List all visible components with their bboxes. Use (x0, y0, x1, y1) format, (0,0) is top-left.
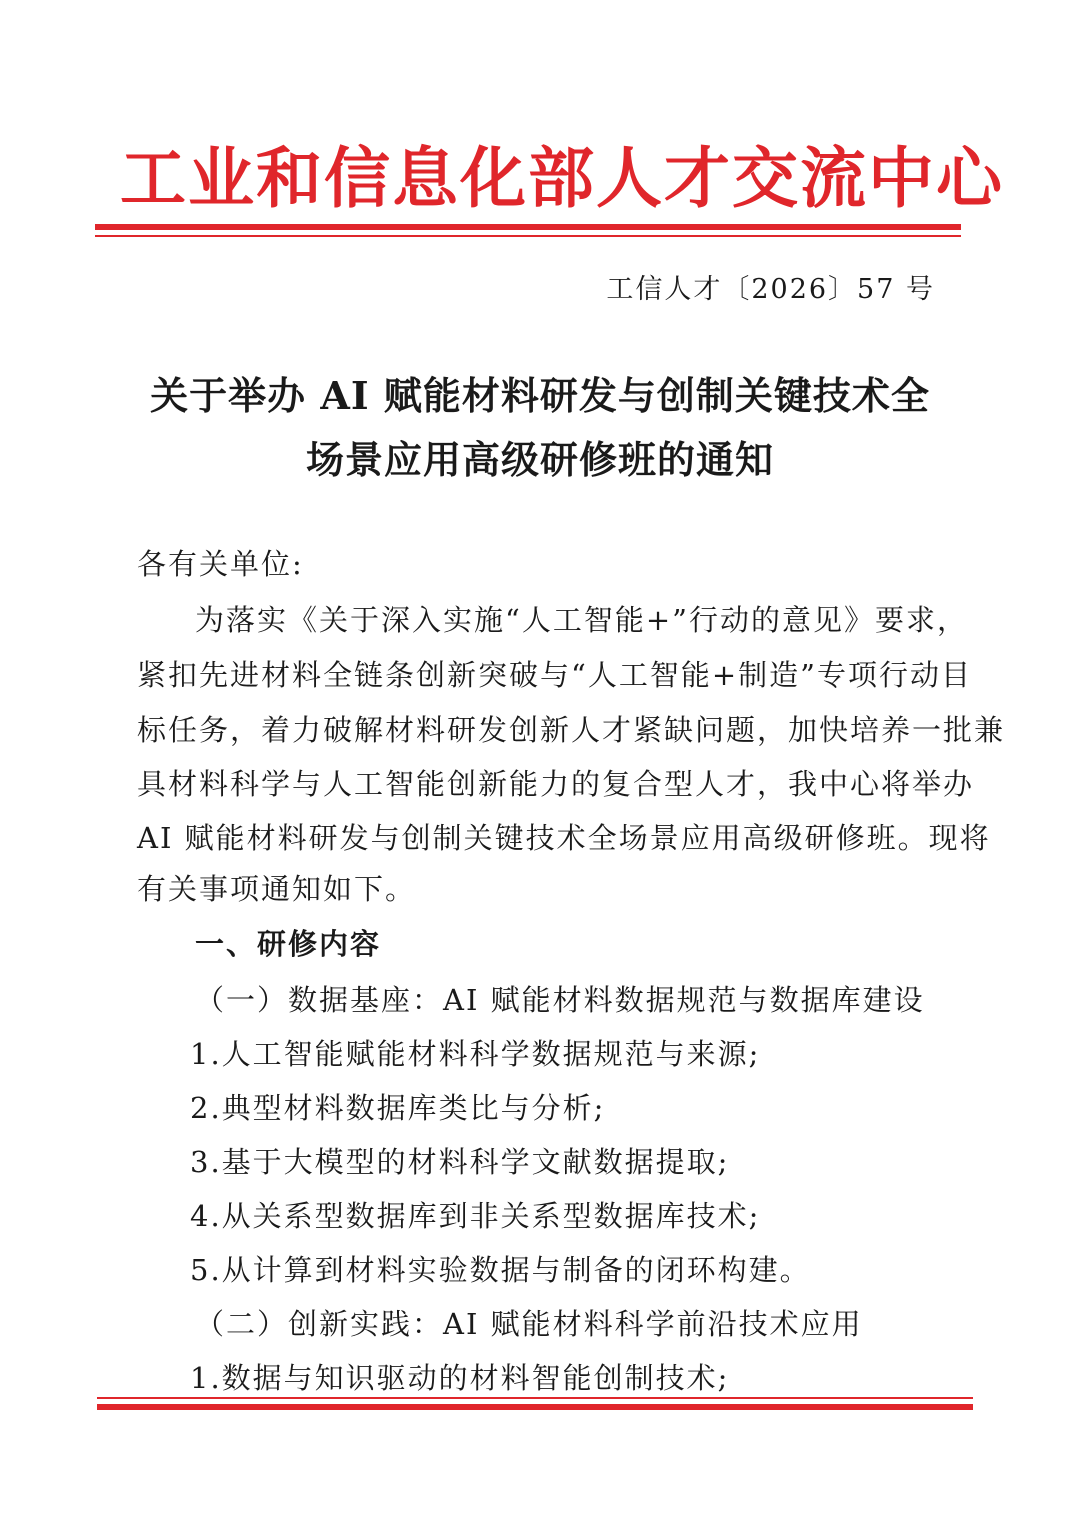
intro-line: 有关事项通知如下。 (137, 872, 417, 906)
section-heading: 一、研修内容 (195, 927, 382, 961)
intro-line: 具材料科学与人工智能创新能力的复合型人才，我中心将举办 (137, 767, 975, 801)
letterhead-rule-thick (95, 224, 961, 230)
intro-line: AI 赋能材料研发与创制关键技术全场景应用高级研修班。现将 (137, 821, 991, 855)
document-title-line-2: 场景应用高级研修班的通知 (305, 437, 774, 482)
intro-line: 标任务，着力破解材料研发创新人才紧缺问题，加快培养一批兼 (137, 713, 1006, 747)
list-item: 3.基于大模型的材料科学文献数据提取; (190, 1145, 730, 1179)
list-item: 4.从关系型数据库到非关系型数据库技术; (190, 1199, 761, 1233)
document-title-line-1: 关于举办 AI 赋能材料研发与创制关键技术全 (150, 373, 930, 418)
list-item: 1.数据与知识驱动的材料智能创制技术; (190, 1361, 730, 1395)
footer-rule-thick (97, 1404, 973, 1410)
list-item: 1.人工智能赋能材料科学数据规范与来源; (190, 1037, 761, 1071)
subsection-heading: （一）数据基座：AI 赋能材料数据规范与数据库建设 (195, 983, 925, 1017)
subsection-heading: （二）创新实践：AI 赋能材料科学前沿技术应用 (195, 1307, 863, 1341)
letterhead-rule-thin (95, 235, 961, 237)
document-number: 工信人才〔2026〕57 号 (606, 274, 935, 305)
intro-line: 紧扣先进材料全链条创新突破与“人工智能+制造”专项行动目 (137, 658, 972, 692)
list-item: 2.典型材料数据库类比与分析; (190, 1091, 606, 1125)
salutation: 各有关单位: (137, 547, 304, 581)
footer-rule-thin (97, 1397, 973, 1399)
intro-line: 为落实《关于深入实施“人工智能+”行动的意见》要求， (195, 603, 968, 637)
letterhead-org-name: 工业和信息化部人才交流中心 (120, 139, 1004, 217)
list-item: 5.从计算到材料实验数据与制备的闭环构建。 (190, 1253, 811, 1287)
